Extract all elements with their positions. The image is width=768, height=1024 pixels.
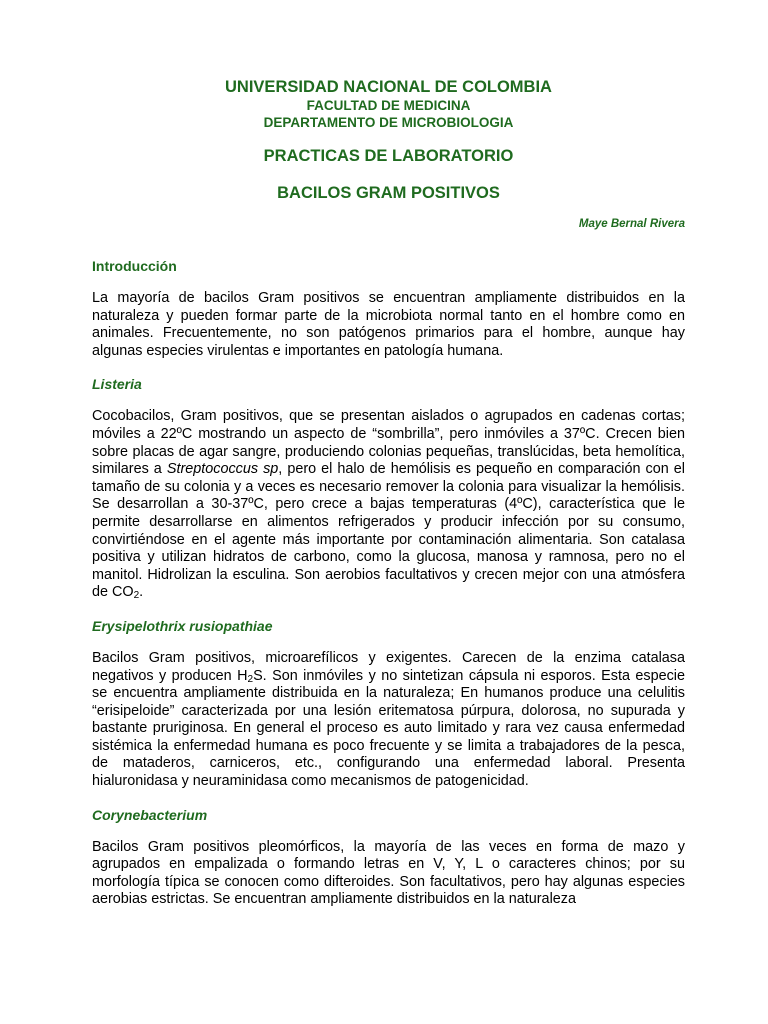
erysipelothrix-text-a: Bacilos Gram positivos, microarefílicos y exigentes. Carecen de la enzima catalasa negativos y producen H <box>92 649 685 684</box>
corynebacterium-paragraph: Bacilos Gram positivos pleomórficos, la mayoría de las veces en forma de mazo y agrupados en empalizada o formando letras en V, Y, L o caracteres chinos; por su morfología típica se conocen como difteroides. Son facultativos, pero hay algunas especies aerobias estrictas. Se encuentran ampliamente distribuidos en la naturaleza <box>92 838 685 908</box>
h2s-subscript: 2 <box>247 673 254 685</box>
co2-subscript: 2 <box>133 590 140 602</box>
listeria-paragraph <box>92 408 685 602</box>
listeria-heading: Listeria <box>92 376 142 393</box>
erysipelothrix-heading: Erysipelothrix rusiopathiae <box>92 617 273 634</box>
listeria-species-italic: Streptococcus sp <box>166 461 279 478</box>
corynebacterium-heading: Corynebacterium <box>92 806 208 823</box>
intro-paragraph: La mayoría de bacilos Gram positivos se encuentran ampliamente distribuidos en la naturaleza y pueden formar parte de la microbiota normal tanto en el hombre como en animales. Frecuentemente, no son patógenos primarios para el hombre, aunque hay algunas especies virulentas e importantes en patología humana. <box>92 290 685 359</box>
author-name: Maye Bernal Rivera <box>578 218 685 230</box>
listeria-text-b: , pero el halo de hemólisis es pequeño en comparación con el tamaño de su colonia y a veces es necesario remover la colonia para visualizar la hemólisis. Se desarrollan a 30-37ºC, pero crece a bajas temperaturas (4ºC), característica que le permite desarrollarse en alimentos refrigerados y producir infección por su consumo, convirtiéndose en el agente más importante por contaminación alimentaria. Son catalasa positiva y utilizan hidratos de carbono, como la glucosa, manosa y ramnosa, pero no el manitol. Hidrolizan la esculina. Son aerobios facultativos y crecen mejor con una atmósfera de CO <box>92 461 685 601</box>
course-title: PRACTICAS DE LABORATORIO <box>263 147 514 165</box>
listeria-text-a: Cocobacilos, Gram positivos, que se presentan aislados o agrupados en cadenas cortas; móviles a 22ºC mostrando un aspecto de “sombrilla”, pero inmóviles a 37ºC. Crecen bien sobre placas de agar sangre, produciendo colonias pequeñas, translúcidas, beta hemolítica, similares a <box>92 408 685 478</box>
intro-heading: Introducción <box>92 258 177 274</box>
topic-title: BACILOS GRAM POSITIVOS <box>277 184 500 202</box>
faculty-title: FACULTAD DE MEDICINA <box>306 98 471 113</box>
department-title: DEPARTAMENTO DE MICROBIOLOGIA <box>263 115 514 130</box>
listeria-text-c: . <box>139 584 144 601</box>
university-title: UNIVERSIDAD NACIONAL DE COLOMBIA <box>225 78 552 96</box>
erysipelothrix-text-b: S. Son inmóviles y no sintetizan cápsula ni esporos. Esta especie se encuentra ampliamente distribuida en la naturaleza; En humanos produce una celulitis “erisipeloide” caracterizada por una lesión eritematosa púrpura, dolorosa, no supurada y bastante pruriginosa. En general el proceso es auto limitado y rara vez causa enfermedad sistémica la enfermedad humana es poco frecuente y se limita a trabajadores de la pesca, de mataderos, carniceros, etc., configurando una enfermedad laboral. Presenta hialuronidasa y neuraminidasa como mecanismos de patogenicidad. <box>92 667 685 790</box>
erysipelothrix-paragraph <box>92 650 685 791</box>
